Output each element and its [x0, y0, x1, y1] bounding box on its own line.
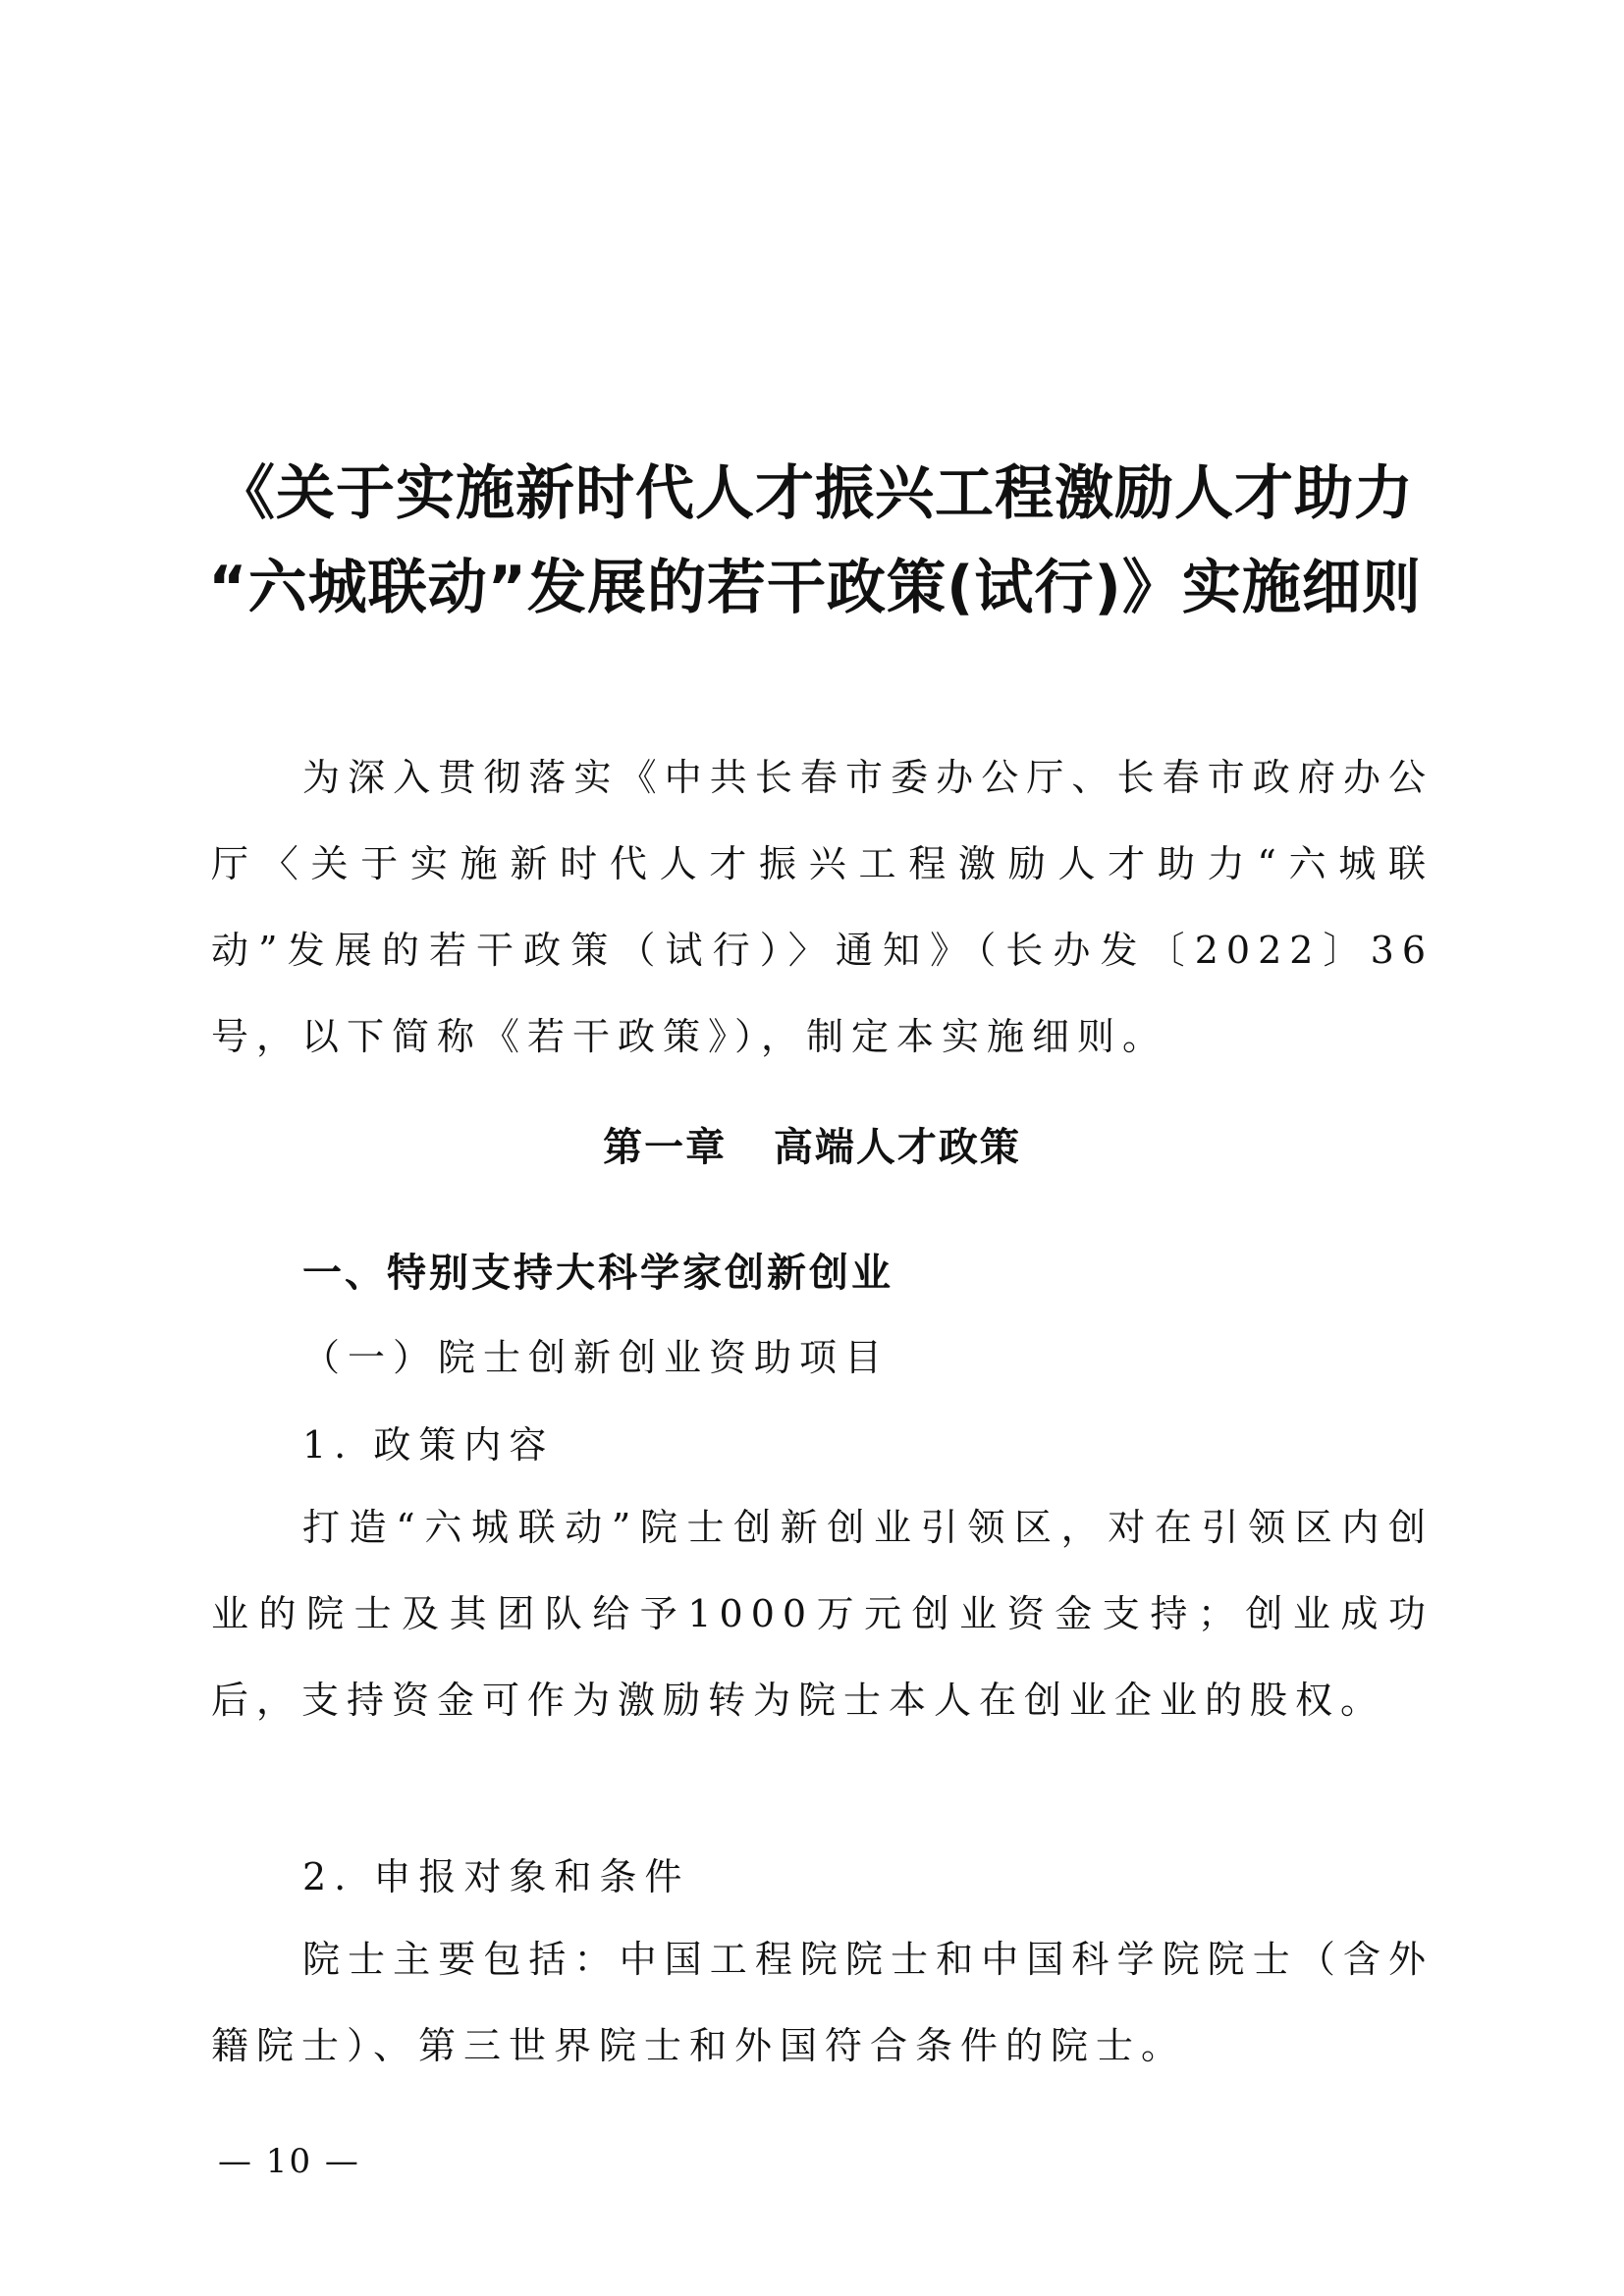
policy-content-paragraph: 打造“六城联动”院士创新创业引领区，对在引领区内创业的院士及其团队给予1000万元创业资金支持；创业成功后，支持资金可作为激励转为院士本人在创业企业的股权。 — [211, 1506, 1434, 1722]
page-number: — 10 — — [218, 2142, 360, 2181]
title-line-1: 《关于实施新时代人才振兴工程激励人才助力 — [216, 459, 1414, 528]
chapter-title: 第一章 高端人才政策 — [603, 1125, 1021, 1170]
intro-paragraph: 为深入贯彻落实《中共长春市委办公厅、长春市政府办公厅〈关于实施新时代人才振兴工程激励人才助力“六城联动”发展的若干政策（试行）〉通知》（长办发〔2022〕36号，以下简称《若干政策》），制定本实施细则。 — [211, 756, 1434, 1058]
eligibility-heading: 2. 申报对象和条件 — [302, 1855, 690, 1898]
policy-content-heading: 1. 政策内容 — [302, 1423, 555, 1467]
subsection-heading: （一）院士创新创业资助项目 — [302, 1336, 891, 1379]
document-title — [196, 447, 1434, 635]
title-line-2: “六城联动”发展的若干政策(试行)》实施细则 — [208, 554, 1422, 622]
eligibility-paragraph: 院士主要包括：中国工程院院士和中国科学院院士（含外籍院士）、第三世界院士和外国符合条件的院士。 — [211, 1938, 1434, 2067]
section-heading: 一、特别支持大科学家创新创业 — [302, 1251, 893, 1296]
